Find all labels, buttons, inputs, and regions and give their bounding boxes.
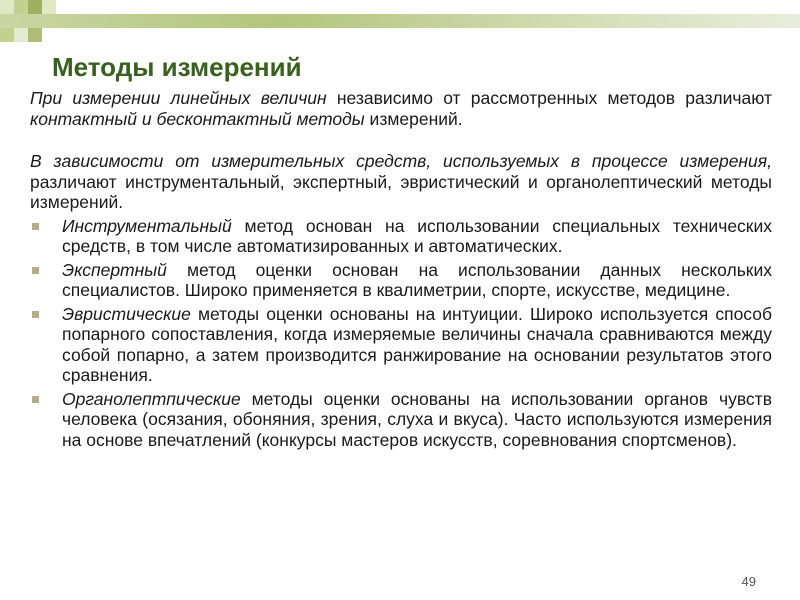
list-item-instrumental <box>30 216 772 257</box>
item-term: Инструментальный <box>62 215 232 236</box>
slide-content <box>30 88 772 450</box>
decoration-square <box>28 28 42 42</box>
list-item-organoleptic <box>30 389 772 451</box>
means-paragraph <box>30 151 772 213</box>
intro-paragraph <box>30 88 772 129</box>
slide-title: Методы измерений <box>52 52 302 82</box>
bullet-icon <box>32 223 39 230</box>
item-text: метод оценки основан на использовании данных нескольких специалистов. Широко применяется в квалиметрии, спорте, искусстве, медицине. <box>62 259 772 300</box>
item-term: Эвристические <box>62 303 191 324</box>
list-item-expert <box>30 260 772 301</box>
decoration-square <box>0 0 14 14</box>
item-text: метод основан на использовании специальных технических средств, в том числе автоматизированных и автоматических. <box>62 215 772 256</box>
list-item-heuristic <box>30 304 772 386</box>
item-text: методы оценки основаны на использовании органов чувств человека (осязания, обоняния, зрения, слуха и вкуса). Часто используются измерения на основе впечатлений (конкурсы мастеров искусств, соревнования спортсменов). <box>62 388 772 450</box>
decoration-square <box>0 28 14 42</box>
decoration-square <box>14 0 28 14</box>
intro-text: независимо от рассмотренных методов различают <box>326 88 772 108</box>
means-italic-phrase: В зависимости от измерительных средств, используемых в процессе измерения, <box>30 151 772 171</box>
means-text: различают инструментальный, экспертный, эвристический и органолептический методы измерений. <box>30 171 772 212</box>
decoration-square <box>28 0 42 14</box>
item-term: Органолептпические <box>62 388 241 409</box>
bullet-icon <box>32 311 39 318</box>
slide-number: 49 <box>741 574 756 589</box>
decoration-square <box>42 0 56 14</box>
bullet-icon <box>32 396 39 403</box>
item-term: Экспертный <box>62 259 167 280</box>
intro-italic-methods: контактный и бесконтактный методы <box>30 108 365 129</box>
item-text: методы оценки основаны на интуиции. Широко используется способ попарного сопоставления, когда измеряемые величины сначала сравниваются между собой попарно, а затем производится ранжирование на основании результатов этого сравнения. <box>62 303 772 385</box>
intro-text-end: измерений. <box>364 108 463 129</box>
header-decoration-bar <box>0 14 800 28</box>
decoration-square <box>14 28 28 42</box>
intro-italic-phrase: При измерении линейных величин <box>30 88 327 108</box>
bullet-icon <box>32 267 39 274</box>
